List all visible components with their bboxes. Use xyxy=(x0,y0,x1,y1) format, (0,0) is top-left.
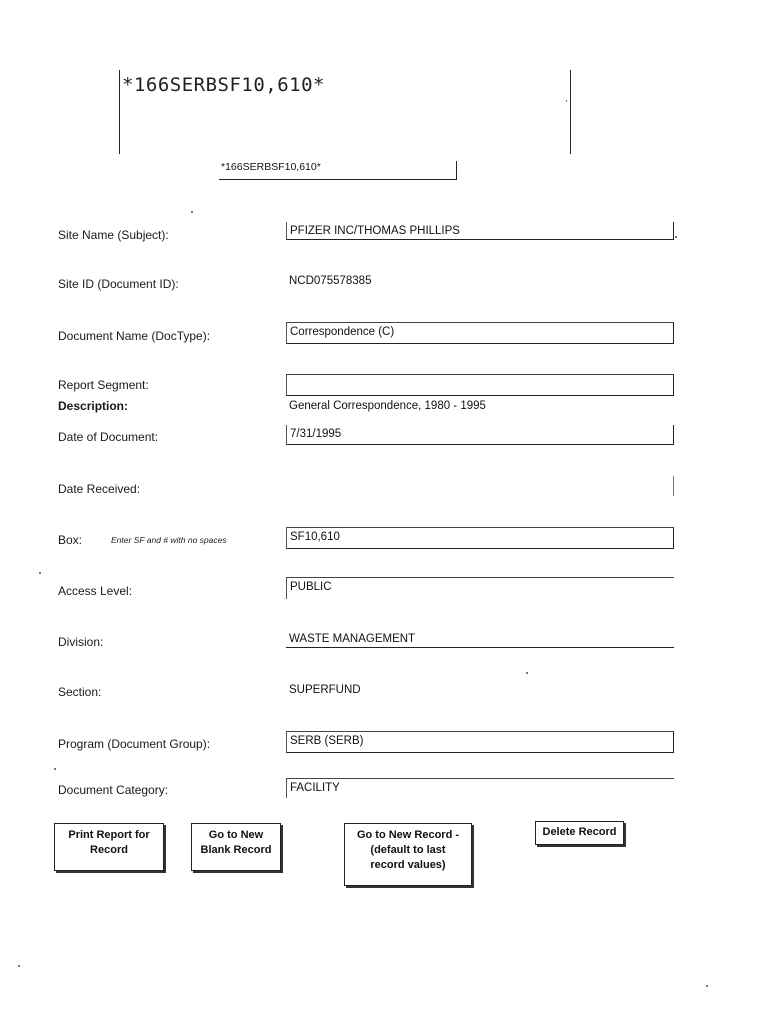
new-blank-label-1: Go to New xyxy=(208,829,264,841)
scan-speck xyxy=(526,672,528,674)
barcode-small: *166SERBSF10,610* xyxy=(219,161,457,180)
print-report-button[interactable] xyxy=(54,823,164,871)
box-label: Box: xyxy=(58,533,83,547)
print-report-label-1: Print Report for xyxy=(68,829,150,841)
access-field[interactable]: PUBLIC xyxy=(286,577,674,599)
description-label: Description: xyxy=(58,399,129,413)
doc-name-field[interactable]: Correspondence (C) xyxy=(286,322,674,344)
scan-mark xyxy=(673,476,674,496)
program-field[interactable]: SERB (SERB) xyxy=(286,731,674,753)
scan-mark xyxy=(566,100,567,102)
date-doc-label: Date of Document: xyxy=(58,430,159,444)
division-label: Division: xyxy=(58,635,104,649)
site-name-field[interactable]: PFIZER INC/THOMAS PHILLIPS xyxy=(286,222,674,240)
new-default-label-1: Go to New Record - xyxy=(356,829,460,841)
doc-name-label: Document Name (DocType): xyxy=(58,329,211,343)
scan-speck xyxy=(675,236,677,238)
barcode-large: *166SERBSF10,610* xyxy=(122,74,325,96)
box-hint: Enter SF and # with no spaces xyxy=(111,535,227,545)
scan-speck xyxy=(706,985,708,987)
category-label: Document Category: xyxy=(58,783,169,797)
date-received-label: Date Received: xyxy=(58,482,141,496)
scan-speck xyxy=(54,768,56,770)
date-doc-field[interactable]: 7/31/1995 xyxy=(286,425,674,445)
print-report-label-2: Record xyxy=(90,844,128,856)
scan-speck xyxy=(191,211,193,213)
delete-record-button[interactable]: Delete Record xyxy=(535,821,624,845)
site-id-field[interactable]: NCD075578385 xyxy=(289,275,372,287)
program-label: Program (Document Group): xyxy=(58,737,211,751)
division-field[interactable]: WASTE MANAGEMENT xyxy=(286,630,674,648)
scan-speck xyxy=(39,572,41,574)
category-field[interactable]: FACILITY xyxy=(286,778,674,798)
site-id-label: Site ID (Document ID): xyxy=(58,277,179,291)
new-default-label-3: record values) xyxy=(370,859,446,871)
site-name-label: Site Name (Subject): xyxy=(58,228,169,242)
new-default-label-2: (default to last xyxy=(370,844,446,856)
access-label: Access Level: xyxy=(58,584,133,598)
new-blank-record-button[interactable] xyxy=(191,823,281,871)
new-record-default-button[interactable] xyxy=(344,823,472,886)
box-field[interactable]: SF10,610 xyxy=(286,527,674,549)
section-label: Section: xyxy=(58,685,102,699)
date-received-field[interactable] xyxy=(286,478,674,496)
report-segment-field[interactable] xyxy=(286,374,674,396)
report-segment-label: Report Segment: xyxy=(58,378,149,392)
scan-speck xyxy=(18,965,20,967)
new-blank-label-2: Blank Record xyxy=(200,844,272,856)
section-field[interactable]: SUPERFUND xyxy=(289,684,361,696)
description-field[interactable]: General Correspondence, 1980 - 1995 xyxy=(289,400,486,412)
